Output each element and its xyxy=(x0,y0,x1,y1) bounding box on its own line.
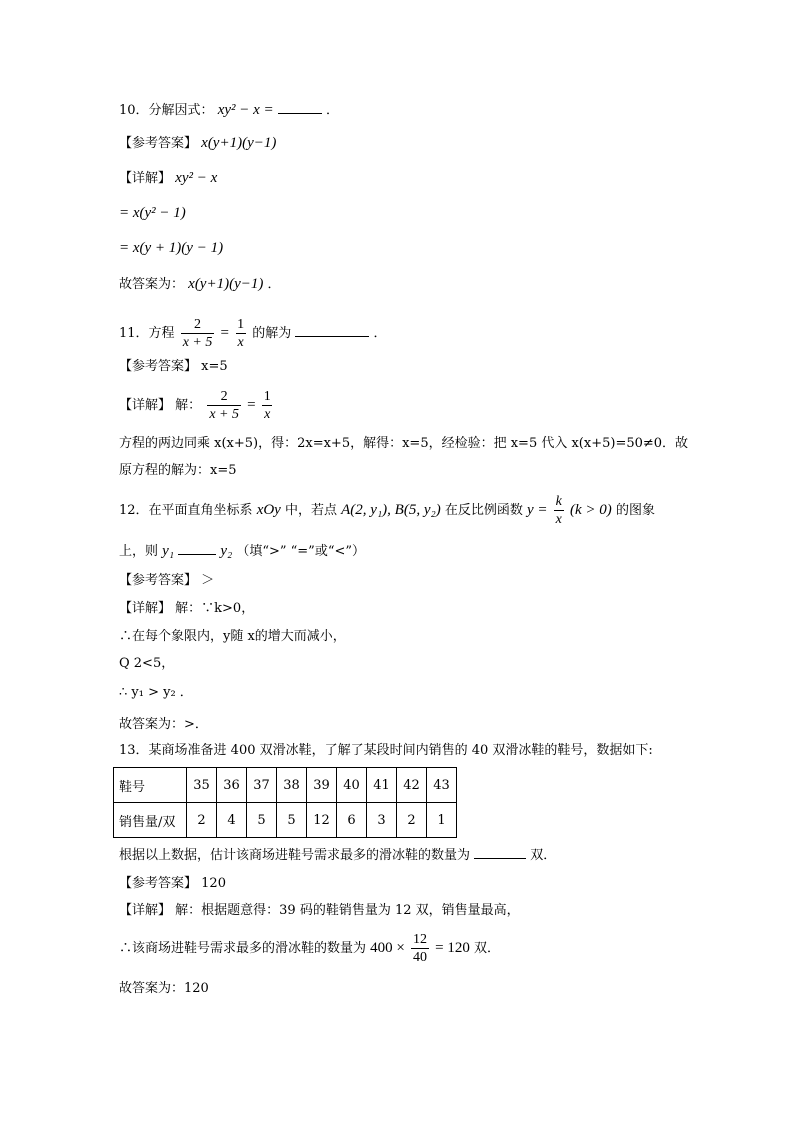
q13-d2-rhs: = 120 xyxy=(435,940,470,956)
q12-stem-d: 的图象 xyxy=(615,503,655,518)
q12-y1: y₁ xyxy=(162,543,175,559)
q10-detail-line xyxy=(119,168,217,189)
q12-stem-b: 中，若点 xyxy=(284,503,337,518)
q11-fraction-b xyxy=(235,316,246,351)
table-cell: 6 xyxy=(337,803,367,838)
q12-line2 xyxy=(119,541,365,562)
q13-d2-den: 40 xyxy=(413,950,428,965)
q11-fraction-a-den: x + 5 xyxy=(182,335,213,350)
q12-points: A(2, y₁), B(5, y₂) xyxy=(341,502,441,518)
q12-func-num: k xyxy=(555,494,562,509)
q12-detail-line xyxy=(119,599,254,619)
table-cell: 38 xyxy=(277,768,307,803)
q10-conclusion-expr: x(y+1)(y−1) xyxy=(188,276,264,292)
q10-blank xyxy=(278,101,322,114)
q11-stem-line xyxy=(119,314,387,353)
q12-stem-a: 12．在平面直角坐标系 xyxy=(119,503,253,518)
q12-y2: y₂ xyxy=(220,543,233,559)
table-row-header: 销售量/双 xyxy=(114,803,187,838)
answer-tag: 【参考答案】 xyxy=(119,876,198,891)
q12-xoy: xOy xyxy=(256,502,281,518)
q11-detail-line2: 原方程的解为：x=5 xyxy=(119,463,237,478)
q12-answer: ＞ xyxy=(201,573,215,588)
q13-question-line xyxy=(119,846,556,866)
q11-stem: 11．方程 xyxy=(119,326,175,341)
q12-d1: 解：∵k>0， xyxy=(175,601,255,616)
q11-detail-fraction-a-den: x + 5 xyxy=(209,407,239,422)
q11-detail-fraction-b-den: x xyxy=(264,407,271,422)
table-cell: 4 xyxy=(217,803,247,838)
table-cell: 40 xyxy=(337,768,367,803)
q11-equals: = xyxy=(220,325,229,341)
q12-d4: ∴ y₁ > y₂ ． xyxy=(119,685,193,700)
q10-detail-expr: xy² − x xyxy=(175,170,218,186)
q11-detail-fraction-b xyxy=(262,388,273,423)
q10-conclusion-end: ． xyxy=(267,277,281,292)
q12-blank xyxy=(178,542,216,555)
q13-detail-line xyxy=(119,901,520,921)
q11-detail-line xyxy=(119,386,275,425)
shoe-size-table xyxy=(113,767,457,838)
q11-detail-fraction-a xyxy=(207,388,241,423)
q12-func-lhs: y = xyxy=(527,502,548,518)
detail-tag: 【详解】 xyxy=(119,903,172,918)
q11-stem-tail: 的解为 xyxy=(252,326,292,341)
answer-tag: 【参考答案】 xyxy=(119,359,198,374)
table-cell: 35 xyxy=(187,768,217,803)
q11-end: ． xyxy=(373,326,387,341)
q13-d2-line xyxy=(119,928,500,969)
q13-d2-lhs: 400 × xyxy=(370,940,405,956)
q13-question: 根据以上数据，估计该商场进鞋号需求最多的滑冰鞋的数量为 xyxy=(119,848,471,863)
q11-detail-lead: 解： xyxy=(175,398,202,413)
q13-blank xyxy=(474,846,526,859)
q13-stem: 13．某商场准备进 400 双滑冰鞋，了解了某段时间内销售的 40 双滑冰鞋的鞋号，数据如下: xyxy=(119,743,653,758)
q10-step1: = x(y² − 1) xyxy=(119,205,186,221)
q13-d1: 解：根据题意得：39 码的鞋销售量为 12 双，销售量最高， xyxy=(175,903,520,918)
q13-d2-end: 双． xyxy=(474,941,501,956)
table-cell: 1 xyxy=(427,803,457,838)
q12-conclusion: 故答案为：>． xyxy=(119,717,208,732)
q11-detail-equals: = xyxy=(247,397,256,413)
answer-tag: 【参考答案】 xyxy=(119,573,198,588)
q11-fraction-a xyxy=(181,316,215,351)
q10-stem: 10．分解因式： xyxy=(119,103,214,118)
q10-conclusion-line xyxy=(119,274,281,295)
table-cell: 41 xyxy=(367,768,397,803)
answer-tag: 【参考答案】 xyxy=(119,136,198,151)
q12-stem-line xyxy=(119,491,655,530)
table-cell: 5 xyxy=(277,803,307,838)
q13-d2-num: 12 xyxy=(413,932,428,947)
q11-fraction-b-num: 1 xyxy=(237,317,245,332)
q10-end: ． xyxy=(325,103,339,118)
q10-conclusion: 故答案为： xyxy=(119,277,185,292)
q10-answer: x(y+1)(y−1) xyxy=(201,135,277,151)
q11-detail-fraction-a-num: 2 xyxy=(220,389,228,404)
table-row xyxy=(114,768,457,803)
q11-fraction-b-den: x xyxy=(237,335,244,350)
q10-expr: xy² − x = xyxy=(217,102,274,118)
q13-answer-line xyxy=(119,874,226,894)
q12-line2-a: 上，则 xyxy=(119,544,159,559)
q12-func-cond: (k > 0) xyxy=(570,502,612,518)
table-cell: 37 xyxy=(247,768,277,803)
q10-step2: = x(y + 1)(y − 1) xyxy=(119,240,224,256)
q11-blank xyxy=(295,324,369,337)
table-cell: 2 xyxy=(397,803,427,838)
q11-answer-line xyxy=(119,357,228,377)
detail-tag: 【详解】 xyxy=(119,398,172,413)
table-row-header: 鞋号 xyxy=(114,768,187,803)
table-cell: 36 xyxy=(217,768,247,803)
q10-stem-line xyxy=(119,100,339,121)
q12-line2-b: （填“>” “=”或“<”） xyxy=(236,544,366,559)
q11-fraction-a-num: 2 xyxy=(194,317,202,332)
table-cell: 5 xyxy=(247,803,277,838)
q12-answer-line xyxy=(119,571,214,591)
q11-detail-fraction-b-num: 1 xyxy=(263,389,271,404)
table-cell: 39 xyxy=(307,768,337,803)
q11-detail-line1: 方程的两边同乘 x(x+5)，得：2x=x+5，解得：x=5，经检验：把 x=5 代入 x(x+5)=50≠0．故 xyxy=(119,436,689,451)
detail-tag: 【详解】 xyxy=(119,601,172,616)
table-cell: 12 xyxy=(307,803,337,838)
table-cell: 43 xyxy=(427,768,457,803)
table-cell: 42 xyxy=(397,768,427,803)
table-cell: 2 xyxy=(187,803,217,838)
table-row xyxy=(114,803,457,838)
q13-d2-text: ∴该商场进鞋号需求最多的滑冰鞋的数量为 xyxy=(119,941,367,956)
q12-func-den: x xyxy=(555,512,562,527)
q12-d3: Q 2<5， xyxy=(119,656,175,671)
q13-d2-fraction xyxy=(411,931,429,966)
q12-d2: ∴在每个象限内，y随 x的增大而减小， xyxy=(119,629,346,644)
q13-answer: 120 xyxy=(201,876,226,891)
q13-question-end: 双． xyxy=(530,848,557,863)
table-cell: 3 xyxy=(367,803,397,838)
detail-tag: 【详解】 xyxy=(119,171,172,186)
q13-conclusion: 故答案为：120 xyxy=(119,981,209,996)
q12-func-fraction xyxy=(554,493,564,528)
q10-answer-line xyxy=(119,133,276,154)
q11-answer: x=5 xyxy=(201,359,228,374)
q12-stem-c: 在反比例函数 xyxy=(444,503,523,518)
